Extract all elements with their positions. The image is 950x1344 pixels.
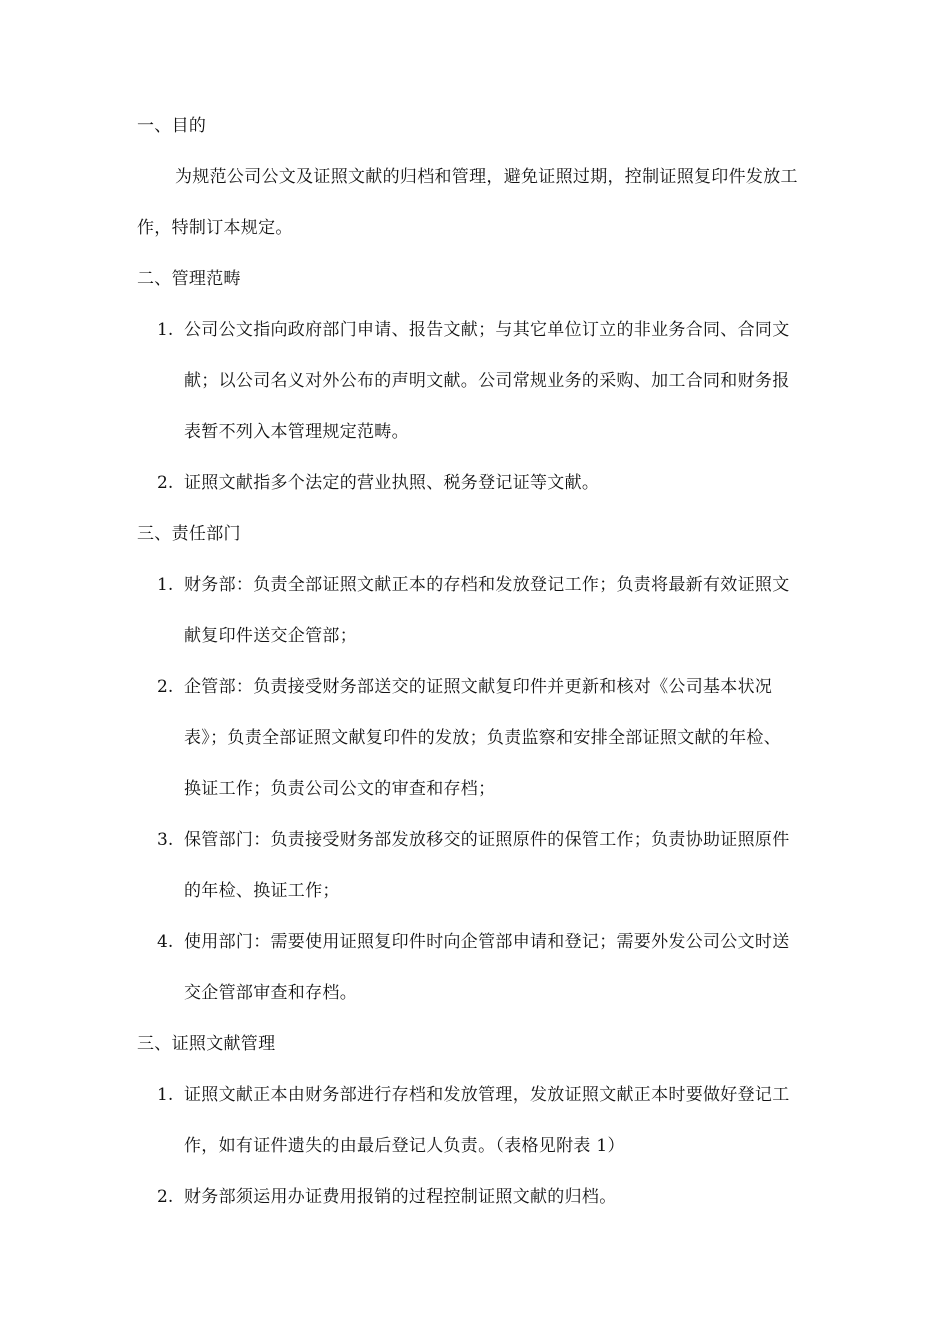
list-item-line: 公司公文指向政府部门申请、报告文献；与其它单位订立的非业务合同、合同文	[184, 320, 790, 340]
list-item-line: 财务部：负责全部证照文献正本的存档和发放登记工作；负责将最新有效证照文	[184, 575, 790, 595]
list-item-line: 保管部门：负责接受财务部发放移交的证照原件的保管工作；负责协助证照原件	[184, 830, 790, 850]
list-item-line: 交企管部审查和存档。	[184, 983, 357, 1003]
list-item-line: 证照文献指多个法定的营业执照、税务登记证等文献。	[184, 473, 600, 493]
section-heading-scope: 二、管理范畴	[137, 269, 241, 289]
list-item-line: 献；以公司名义对外公布的声明文献。公司常规业务的采购、加工合同和财务报	[184, 371, 790, 391]
section-heading-license-management: 三、证照文献管理	[137, 1034, 276, 1054]
list-item-number: 1.	[157, 1085, 174, 1105]
list-item-line: 证照文献正本由财务部进行存档和发放管理，发放证照文献正本时要做好登记工	[184, 1085, 790, 1105]
list-item-line: 使用部门：需要使用证照复印件时向企管部申请和登记；需要外发公司公文时送	[184, 932, 790, 952]
list-item-line: 财务部须运用办证费用报销的过程控制证照文献的归档。	[184, 1187, 617, 1207]
list-item-line: 换证工作；负责公司公文的审查和存档；	[184, 779, 496, 799]
list-item-number: 4.	[157, 932, 174, 952]
list-item-number: 2.	[157, 1187, 174, 1207]
section-heading-purpose: 一、目的	[137, 116, 207, 136]
list-item-number: 2.	[157, 677, 174, 697]
list-item-line: 作，如有证件遗失的由最后登记人负责。（表格见附表 1）	[184, 1136, 625, 1156]
list-item-line: 的年检、换证工作；	[184, 881, 340, 901]
section-heading-responsible-departments: 三、责任部门	[137, 524, 241, 544]
list-item-number: 2.	[157, 473, 174, 493]
list-item-number: 1.	[157, 320, 174, 340]
list-item-line: 献复印件送交企管部；	[184, 626, 357, 646]
list-item-number: 1.	[157, 575, 174, 595]
list-item-line: 表》；负责全部证照文献复印件的发放；负责监察和安排全部证照文献的年检、	[184, 728, 781, 748]
paragraph-line: 作，特制订本规定。	[137, 218, 293, 238]
list-item-number: 3.	[157, 830, 174, 850]
list-item-line: 企管部：负责接受财务部送交的证照文献复印件并更新和核对《公司基本状况	[184, 677, 773, 697]
paragraph-line: 为规范公司公文及证照文献的归档和管理，避免证照过期，控制证照复印件发放工	[175, 167, 798, 187]
list-item-line: 表暂不列入本管理规定范畴。	[184, 422, 409, 442]
